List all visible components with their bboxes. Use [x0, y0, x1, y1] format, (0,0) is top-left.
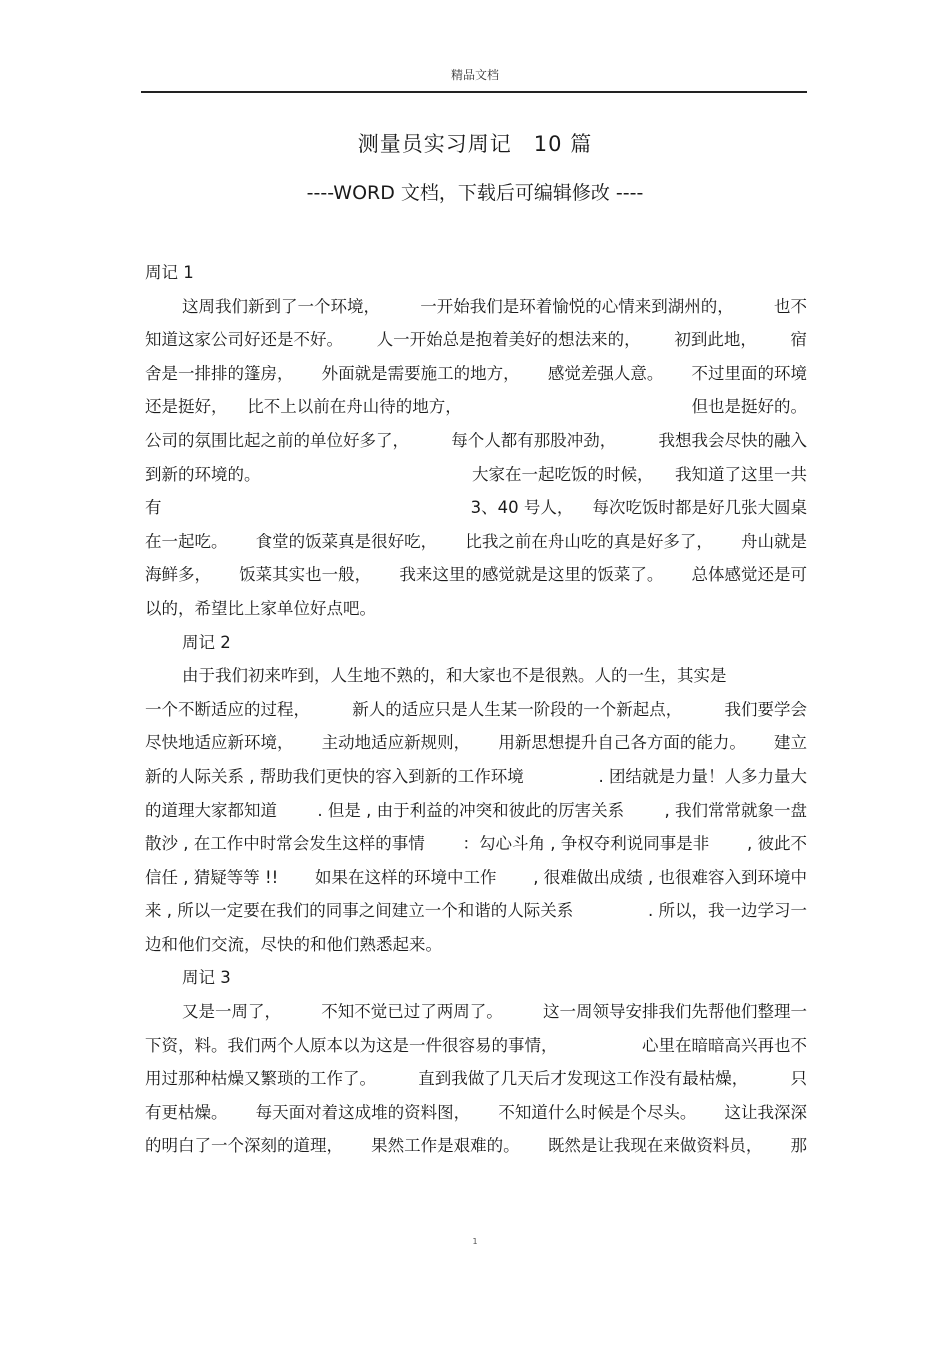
week1-line: 舍是一排排的篷房， 外面就是需要施工的地方， 感觉差强人意。 不过里面的环境	[145, 363, 807, 383]
week2-line: 来 , 所以一定要在我们的同事之间建立一个和谐的人际关系 . 所以，我一边学习一	[145, 901, 807, 921]
week3-line: 有更枯燥。 每天面对着这成堆的资料图， 不知道什么时候是个尽头。 这让我深深	[145, 1102, 807, 1122]
week2-heading: 周记 2	[182, 632, 231, 652]
week1-line: 知道这家公司好还是不好。 人一开始总是抱着美好的想法来的， 初到此地， 宿	[145, 330, 807, 350]
page-number: 1	[472, 1237, 478, 1246]
week2-line: 的道理大家都知道 . 但是 , 由于利益的冲突和彼此的厉害关系 , 我们常常就象一盘	[145, 800, 807, 820]
week2-line: 边和他们交流，尽快的和他们熟悉起来。	[145, 934, 442, 954]
week3-line: 又是一周了， 不知不觉已过了两周了。 这一周领导安排我们先帮他们整理一	[182, 1002, 807, 1022]
week2-line: 尽快地适应新环境， 主动地适应新规则， 用新思想提升自己各方面的能力。 建立	[145, 733, 807, 753]
document-title: 测量员实习周记 10 篇	[357, 132, 593, 156]
week3-heading: 周记 3	[182, 968, 231, 988]
week2-line: 由于我们初来咋到，人生地不熟的，和大家也不是很熟。人的一生，其实是	[182, 666, 727, 686]
header-label: 精品文档	[450, 68, 499, 82]
document-body	[145, 256, 807, 1163]
week1-line: 公司的氛围比起之前的单位好多了， 每个人都有那股冲劲， 我想我会尽快的融入	[145, 430, 807, 450]
week3-line: 下资，料。我们两个人原本以为这是一件很容易的事情， 心里在暗暗高兴再也不	[145, 1035, 807, 1055]
week1-line: 到新的环境的。 大家在一起吃饭的时候， 我知道了这里一共	[145, 464, 807, 484]
week1-line: 还是挺好， 比不上以前在舟山待的地方， 但也是挺好的。	[145, 397, 807, 417]
week1-line: 这周我们新到了一个环境， 一开始我们是环着愉悦的心情来到湖州的， 也不	[182, 296, 807, 316]
week3-line: 用过那种枯燥又繁琐的工作了。 直到我做了几天后才发现这工作没有最枯燥， 只	[145, 1069, 807, 1089]
week2-line: 新的人际关系 , 帮助我们更快的容入到新的工作环境 . 团结就是力量！人多力量大	[145, 766, 807, 786]
week1-line: 有 3、40 号人， 每次吃饭时都是好几张大圆桌	[145, 498, 807, 518]
week2-line: 一个不断适应的过程， 新人的适应只是人生某一阶段的一个新起点， 我们要学会	[145, 699, 807, 719]
week2-line: 信任 , 猜疑等等 !! 如果在这样的环境中工作 , 很难做出成绩 , 也很难容入到环境中	[145, 867, 807, 887]
header-rule	[141, 91, 807, 93]
week1-heading: 周记 1	[145, 263, 194, 282]
week1-line: 在一起吃。 食堂的饭菜真是很好吃， 比我之前在舟山吃的真是好多了， 舟山就是	[145, 531, 807, 551]
week1-line: 以的，希望比上家单位好点吧。	[145, 598, 376, 618]
week2-line: 散沙 , 在工作中时常会发生这样的事情 ：勾心斗角 , 争权夺利说同事是非 , 彼此不	[145, 834, 807, 854]
week1-line: 海鲜多， 饭菜其实也一般， 我来这里的感觉就是这里的饭菜了。 总体感觉还是可	[145, 565, 807, 585]
week3-line: 的明白了一个深刻的道理， 果然工作是艰难的。 既然是让我现在来做资料员， 那	[145, 1136, 807, 1156]
document-subtitle: ----WORD 文档，下载后可编辑修改 ----	[306, 182, 644, 204]
